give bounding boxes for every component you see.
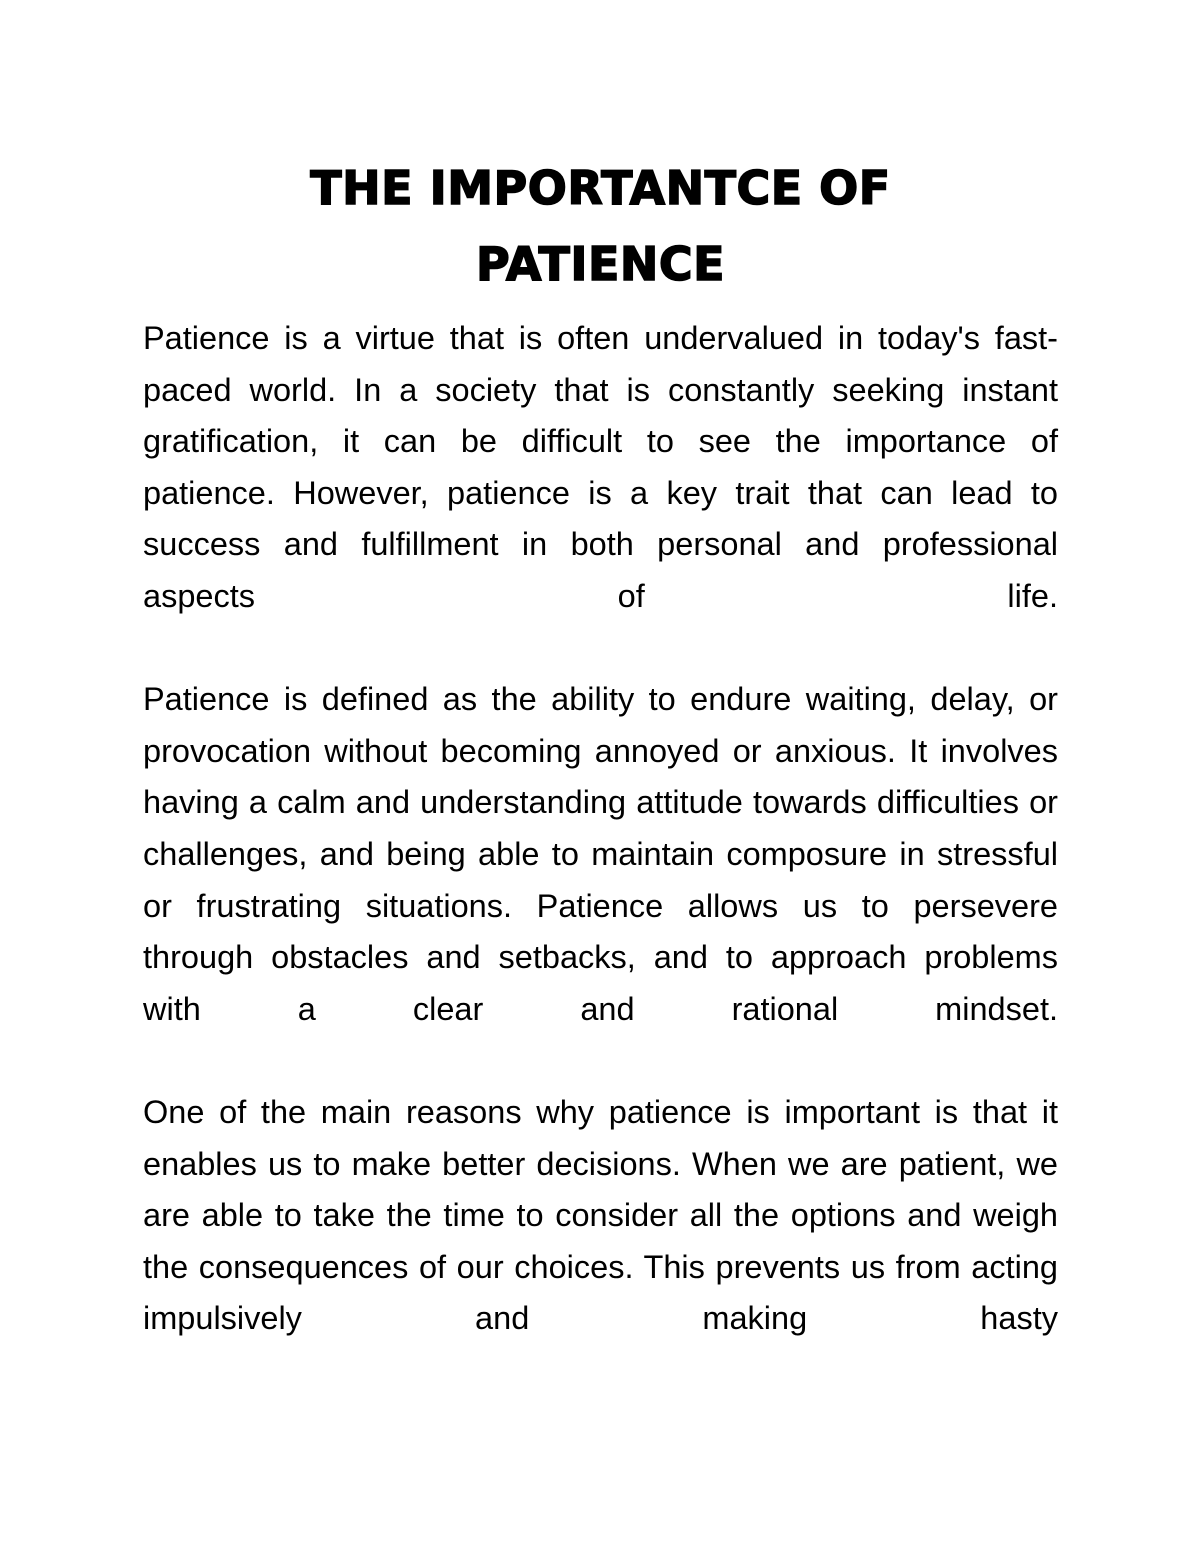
document-body: [143, 313, 1058, 1345]
title-line-2: PATIENCE: [475, 237, 726, 291]
paragraph-2: Patience is defined as the ability to endure waiting, delay, or provocation without becoming annoyed or anxious. It involves having a calm and understanding attitude towards difficulties or challenges, and being able to maintain composure in stressful or frustrating situations. Patience allows us to persevere through obstacles and setbacks, and to approach problems with a clear and rational mindset.: [143, 681, 1058, 1027]
paragraph-1: Patience is a virtue that is often undervalued in today's fast-paced world. In a society that is constantly seeking instant gratification, it can be difficult to see the importance of patience. However, patience is a key trait that can lead to success and fulfillment in both personal and professional aspects of life.: [143, 320, 1058, 614]
paragraph-3: One of the main reasons why patience is important is that it enables us to make better decisions. When we are patient, we are able to take the time to consider all the options and weigh the consequences of our choices. This prevents us from acting impulsively and making hasty: [143, 1093, 1058, 1337]
document-title: [143, 150, 1058, 302]
title-line-1: THE IMPORTANTCE OF: [310, 161, 891, 215]
